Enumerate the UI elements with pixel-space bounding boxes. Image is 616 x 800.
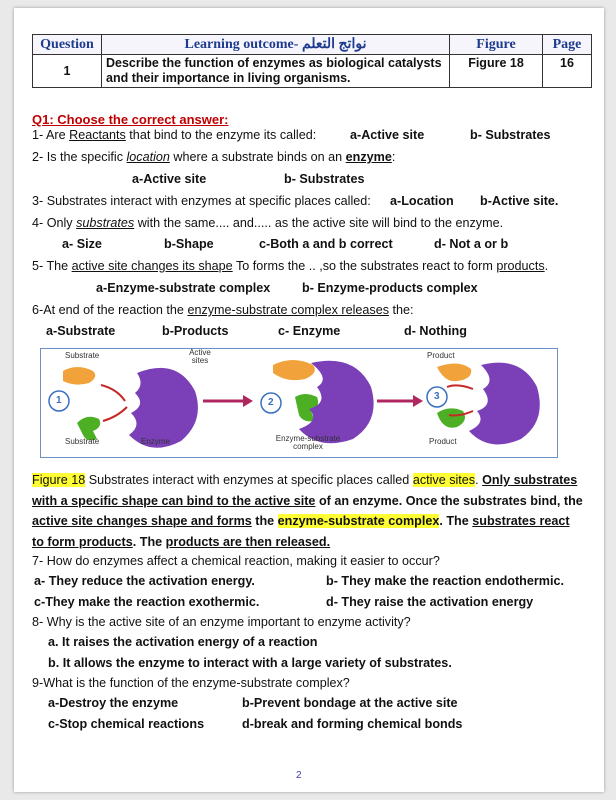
q3-option-a[interactable]: a-Location [390,194,454,208]
arrow-red-1b [103,407,127,421]
question-7-stem: 7- How do enzymes affect a chemical reaction, making it easier to occur? [32,554,440,568]
header-question: Question [33,35,102,55]
q8-option-b[interactable]: b. It allows the enzyme to interact with a large variety of substrates. [48,656,452,670]
q2-option-b[interactable]: b- Substrates [284,172,365,186]
step-1-label: 1 [56,395,62,406]
substrate-orange-shape-1 [63,367,95,385]
q5-option-a[interactable]: a-Enzyme-substrate complex [96,281,271,295]
question-1-stem: 1- Are Reactants that bind to the enzyme its called: [32,128,317,142]
step-2-label: 2 [268,397,274,408]
q7-option-d[interactable]: d- They raise the activation energy [326,595,534,609]
q5-option-b[interactable]: b- Enzyme-products complex [302,281,478,295]
q1-option-b[interactable]: b- Substrates [470,128,551,142]
q1-option-a[interactable]: a-Active site [350,128,425,142]
q9-option-b[interactable]: b-Prevent bondage at the active site [242,696,458,710]
product-orange-shape [437,363,471,381]
q7-option-c[interactable]: c-They make the reaction exothermic. [34,595,260,609]
substrate-orange-shape-2 [273,360,315,380]
q6-option-d[interactable]: d- Nothing [404,324,467,338]
arrow-red-3a [447,385,473,389]
figure-caption: Figure 18 Substrates interact with enzymes at specific places called active sites. Only substrates with a specific shape can bind to the active site of an enzyme. Once the substrates bind, the active site changes shape and forms the enzyme-substrate complex. The substrates react to form products. The products are then released. [32,473,583,549]
question-8-stem: 8- Why is the active site of an enzyme important to enzyme activity? [32,615,411,629]
figure-ref: Figure 18 [450,55,543,88]
label-active-sites: Active sites [189,348,211,365]
question-4-stem: 4- Only substrates with the same.... and..... as the active site will bind to the enzyme. [32,216,504,230]
label-substrate-bottom: Substrate [65,437,100,446]
label-product-bottom: Product [429,437,457,446]
q4-option-d[interactable]: d- Not a or b [434,237,509,251]
learning-outcome-text: Describe the function of enzymes as biological catalysts and their importance in living organisms. [102,55,450,88]
enzyme-shape-1 [129,368,198,448]
step-3-label: 3 [434,391,440,402]
product-green-shape [437,408,465,427]
label-enzyme-substrate-complex: Enzyme-substrate complex [275,434,341,451]
q7-option-a[interactable]: a- They reduce the activation energy. [34,574,255,588]
q7-option-b[interactable]: b- They make the reaction endothermic. [326,574,564,588]
q9-option-c[interactable]: c-Stop chemical reactions [48,717,205,731]
q6-option-a[interactable]: a-Substrate [46,324,116,338]
q2-option-a[interactable]: a-Active site [132,172,207,186]
process-arrow-1-head [243,395,253,407]
enzyme-figure [40,348,558,458]
process-arrow-2-head [413,395,423,407]
label-product-top: Product [427,351,455,360]
question-3-stem: 3- Substrates interact with enzymes at specific places called: [32,194,371,208]
header-table [32,34,592,88]
question-6-stem: 6-At end of the reaction the enzyme-substrate complex releases the: [32,303,414,317]
arrow-red-1a [101,385,125,401]
question-number: 1 [33,55,102,88]
header-figure: Figure [450,35,543,55]
question-5-stem: 5- The active site changes its shape To forms the .. ,so the substrates react to form products. [32,259,549,273]
question-9-stem: 9-What is the function of the enzyme-substrate complex? [32,676,350,690]
worksheet-page [14,8,604,792]
q9-option-d[interactable]: d-break and forming chemical bonds [242,717,463,731]
enzyme-shape-3 [469,363,540,445]
label-substrate-top: Substrate [65,351,100,360]
q6-option-c[interactable]: c- Enzyme [278,324,341,338]
header-page: Page [543,35,592,55]
q3-option-b[interactable]: b-Active site. [480,194,559,208]
q6-option-b[interactable]: b-Products [162,324,229,338]
question-2-stem: 2- Is the specific location where a substrate binds on an enzyme: [32,150,396,164]
page-number: 2 [296,770,302,781]
page-ref: 16 [543,55,592,88]
label-enzyme: Enzyme [141,437,170,446]
q9-option-a[interactable]: a-Destroy the enzyme [48,696,179,710]
q4-option-b[interactable]: b-Shape [164,237,214,251]
section-title: Q1: Choose the correct answer: [32,112,229,127]
q4-option-a[interactable]: a- Size [62,237,102,251]
q8-option-a[interactable]: a. It raises the activation energy of a reaction [48,635,318,649]
header-learning-outcome: Learning outcome- نواتج التعلم [102,35,450,55]
q4-option-c[interactable]: c-Both a and b correct [259,237,393,251]
